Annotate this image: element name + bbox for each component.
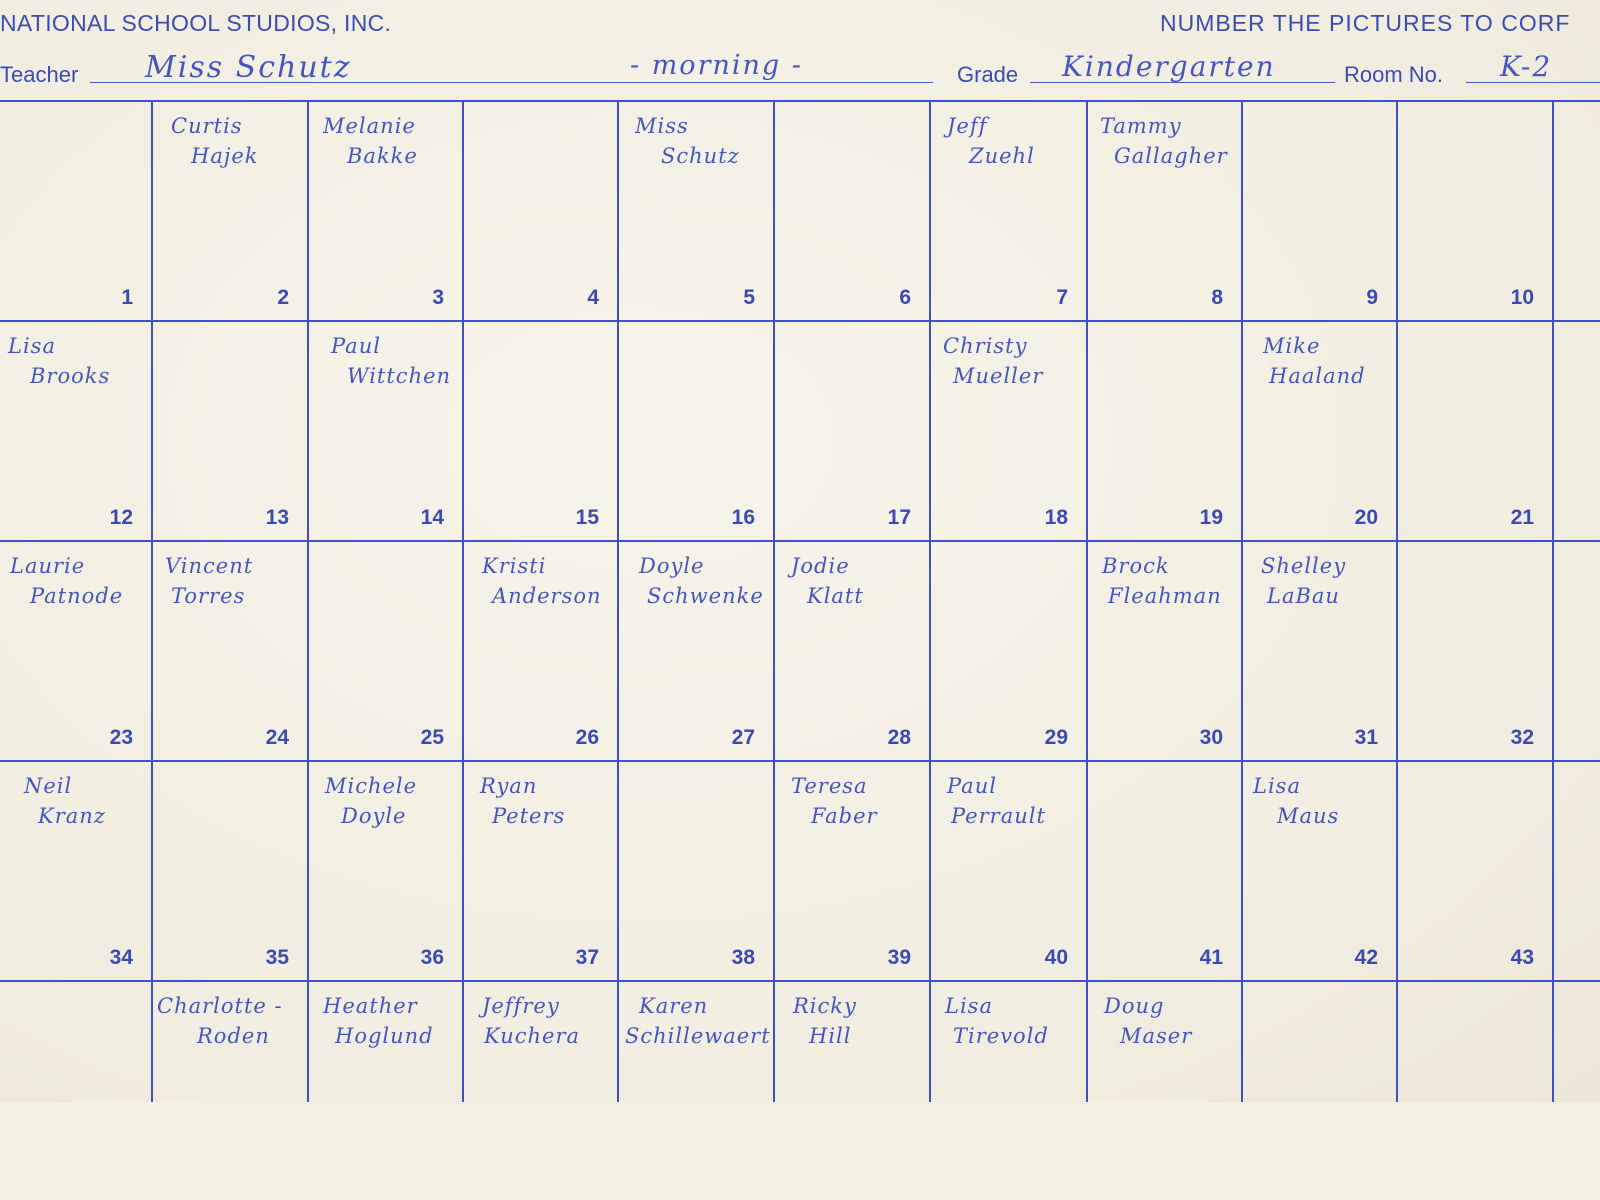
student-last-name: Klatt: [807, 584, 864, 608]
grid-cell: [0, 320, 151, 540]
grid-cell: [1241, 320, 1396, 540]
student-last-name: Kranz: [38, 804, 106, 828]
picture-number: 8: [1211, 286, 1223, 309]
picture-number: 36: [420, 946, 444, 969]
student-first-name: Paul: [947, 774, 997, 798]
student-first-name: Michele: [325, 774, 418, 798]
grid-cell: [1086, 980, 1241, 1200]
picture-number: 5: [743, 286, 755, 309]
picture-number: 20: [1354, 506, 1378, 529]
grid-cell: [773, 760, 929, 980]
grid-cell: [929, 540, 1086, 760]
picture-number: 12: [109, 506, 133, 529]
student-last-name: Hill: [809, 1024, 852, 1048]
session-value: - morning -: [630, 50, 803, 81]
picture-number: 1: [121, 286, 133, 309]
grid-cell: [151, 320, 307, 540]
student-first-name: Ricky: [793, 994, 857, 1018]
student-name: [1396, 980, 1552, 1200]
student-last-name: Schwenke: [647, 584, 764, 608]
grid-cell: [307, 760, 462, 980]
student-last-name: Tirevold: [953, 1024, 1049, 1048]
grid-cell: [929, 100, 1086, 320]
student-last-name: Roden: [197, 1024, 270, 1048]
teacher-label: Teacher: [0, 62, 79, 87]
student-last-name: Torres: [171, 584, 246, 608]
grid-cell: [151, 760, 307, 980]
student-name: [307, 980, 462, 1200]
student-first-name: Tammy: [1100, 114, 1182, 138]
grid-cell: [617, 320, 773, 540]
grid-cell: [1086, 320, 1241, 540]
student-first-name: Karen: [639, 994, 709, 1018]
grid-cell: [773, 540, 929, 760]
picture-number: 31: [1354, 726, 1378, 749]
student-last-name: Maus: [1277, 804, 1340, 828]
picture-number: 16: [731, 506, 755, 529]
student-last-name: Brooks: [30, 364, 111, 388]
grid-cell: [617, 100, 773, 320]
picture-number: 19: [1199, 506, 1223, 529]
student-first-name: Teresa: [791, 774, 868, 798]
picture-grid: [0, 100, 1600, 1102]
grid-cell: [1396, 100, 1552, 320]
grid-cell: [1241, 540, 1396, 760]
picture-number: 24: [265, 726, 289, 749]
student-first-name: Doug: [1104, 994, 1165, 1018]
picture-number: 41: [1199, 946, 1223, 969]
grid-cell: [1396, 540, 1552, 760]
picture-number: 6: [899, 286, 911, 309]
grid-cell: [462, 980, 617, 1200]
student-first-name: Doyle: [639, 554, 705, 578]
student-first-name: Lisa: [945, 994, 993, 1018]
grid-cell: [1241, 760, 1396, 980]
picture-number: 2: [277, 286, 289, 309]
student-first-name: Jodie: [791, 554, 850, 578]
grid-cell: [617, 760, 773, 980]
picture-number: 3: [432, 286, 444, 309]
student-first-name: Brock: [1102, 554, 1170, 578]
grid-cell: [151, 540, 307, 760]
grid-cell: [0, 540, 151, 760]
grid-cell: [307, 100, 462, 320]
grid-cell: [773, 320, 929, 540]
student-last-name: Schillewaert: [625, 1024, 771, 1048]
grid-cell: [929, 760, 1086, 980]
picture-number: 18: [1044, 506, 1068, 529]
student-first-name: Miss: [635, 114, 689, 138]
picture-number: 39: [887, 946, 911, 969]
picture-number: 35: [265, 946, 289, 969]
student-last-name: Anderson: [492, 584, 602, 608]
grid-line: [1552, 100, 1554, 1102]
grid-cell: [462, 320, 617, 540]
grid-cell: [1241, 980, 1396, 1200]
picture-number: 40: [1044, 946, 1068, 969]
student-name: [151, 980, 307, 1200]
student-last-name: Faber: [811, 804, 878, 828]
student-name: [617, 980, 773, 1200]
student-name: [1241, 980, 1396, 1200]
student-last-name: Schutz: [661, 144, 740, 168]
grid-cell: [1086, 540, 1241, 760]
picture-number: 27: [731, 726, 755, 749]
student-last-name: Wittchen: [347, 364, 452, 388]
grid-cell: [151, 980, 307, 1200]
grid-cell: [617, 980, 773, 1200]
picture-number: 26: [575, 726, 599, 749]
student-first-name: Laurie: [10, 554, 86, 578]
student-last-name: Gallagher: [1114, 144, 1228, 168]
student-first-name: Kristi: [482, 554, 547, 578]
grid-cell: [0, 760, 151, 980]
student-first-name: Neil: [24, 774, 73, 798]
student-last-name: Hajek: [191, 144, 259, 168]
picture-number: 43: [1510, 946, 1534, 969]
picture-number: 9: [1366, 286, 1378, 309]
grid-cell: [1086, 100, 1241, 320]
student-first-name: Lisa: [1253, 774, 1301, 798]
grid-cell: [462, 100, 617, 320]
company-name: NATIONAL SCHOOL STUDIOS, INC.: [0, 10, 392, 36]
grid-cell: [929, 320, 1086, 540]
student-first-name: Melanie: [323, 114, 416, 138]
grade-value: Kindergarten: [1062, 50, 1276, 83]
student-name: [462, 980, 617, 1200]
student-last-name: Fleahman: [1108, 584, 1222, 608]
student-name: [0, 980, 151, 1200]
grid-cell: [773, 980, 929, 1200]
grid-cell: [773, 100, 929, 320]
picture-number: 25: [420, 726, 444, 749]
student-first-name: Curtis: [171, 114, 243, 138]
grid-cell: [462, 540, 617, 760]
student-first-name: Jeffrey: [482, 994, 560, 1018]
grid-cell: [1396, 980, 1552, 1200]
student-last-name: Mueller: [953, 364, 1044, 388]
grid-cell: [929, 980, 1086, 1200]
picture-number: 28: [887, 726, 911, 749]
student-name: [773, 980, 929, 1200]
grid-cell: [307, 320, 462, 540]
student-first-name: Jeff: [947, 114, 988, 138]
student-first-name: Vincent: [165, 554, 254, 578]
picture-number: 7: [1056, 286, 1068, 309]
grid-cell: [307, 540, 462, 760]
picture-number: 32: [1510, 726, 1534, 749]
picture-number: 37: [575, 946, 599, 969]
student-name: [1086, 980, 1241, 1200]
grade-label: Grade: [957, 62, 1019, 87]
picture-number: 34: [109, 946, 133, 969]
student-first-name: Shelley: [1261, 554, 1347, 578]
student-name: [929, 980, 1086, 1200]
student-last-name: Zuehl: [969, 144, 1035, 168]
student-first-name: Paul: [331, 334, 381, 358]
student-first-name: Lisa: [8, 334, 56, 358]
grid-cell: [1396, 320, 1552, 540]
student-first-name: Mike: [1263, 334, 1321, 358]
teacher-value: Miss Schutz: [145, 50, 352, 85]
picture-number: 13: [265, 506, 289, 529]
grid-cell: [0, 980, 151, 1200]
picture-number: 10: [1510, 286, 1534, 309]
student-last-name: Patnode: [30, 584, 124, 608]
student-first-name: Charlotte -: [157, 994, 283, 1018]
picture-number: 38: [731, 946, 755, 969]
grid-cell: [462, 760, 617, 980]
picture-number: 15: [575, 506, 599, 529]
grid-cell: [1396, 760, 1552, 980]
student-last-name: Peters: [492, 804, 566, 828]
student-last-name: Kuchera: [484, 1024, 581, 1048]
student-last-name: Perrault: [951, 804, 1046, 828]
grid-cell: [1086, 760, 1241, 980]
student-last-name: Bakke: [347, 144, 418, 168]
picture-number: 23: [109, 726, 133, 749]
student-last-name: Doyle: [341, 804, 407, 828]
student-first-name: Heather: [323, 994, 418, 1018]
grid-cell: [617, 540, 773, 760]
picture-number: 14: [420, 506, 444, 529]
grid-cell: [151, 100, 307, 320]
picture-number: 29: [1044, 726, 1068, 749]
room-label: Room No.: [1344, 62, 1444, 87]
student-last-name: Haaland: [1269, 364, 1366, 388]
student-first-name: Christy: [943, 334, 1028, 358]
picture-number: 42: [1354, 946, 1378, 969]
picture-number: 30: [1199, 726, 1223, 749]
grid-cell: [0, 100, 151, 320]
instruction-text: NUMBER THE PICTURES TO CORF: [1160, 10, 1571, 36]
picture-number: 4: [587, 286, 599, 309]
student-last-name: Maser: [1120, 1024, 1193, 1048]
student-first-name: Ryan: [480, 774, 538, 798]
grid-cell: [1241, 100, 1396, 320]
student-last-name: Hoglund: [335, 1024, 434, 1048]
student-last-name: LaBau: [1267, 584, 1340, 608]
picture-number: 17: [887, 506, 911, 529]
picture-number: 21: [1510, 506, 1534, 529]
grid-cell: [307, 980, 462, 1200]
room-value: K-2: [1500, 50, 1553, 83]
